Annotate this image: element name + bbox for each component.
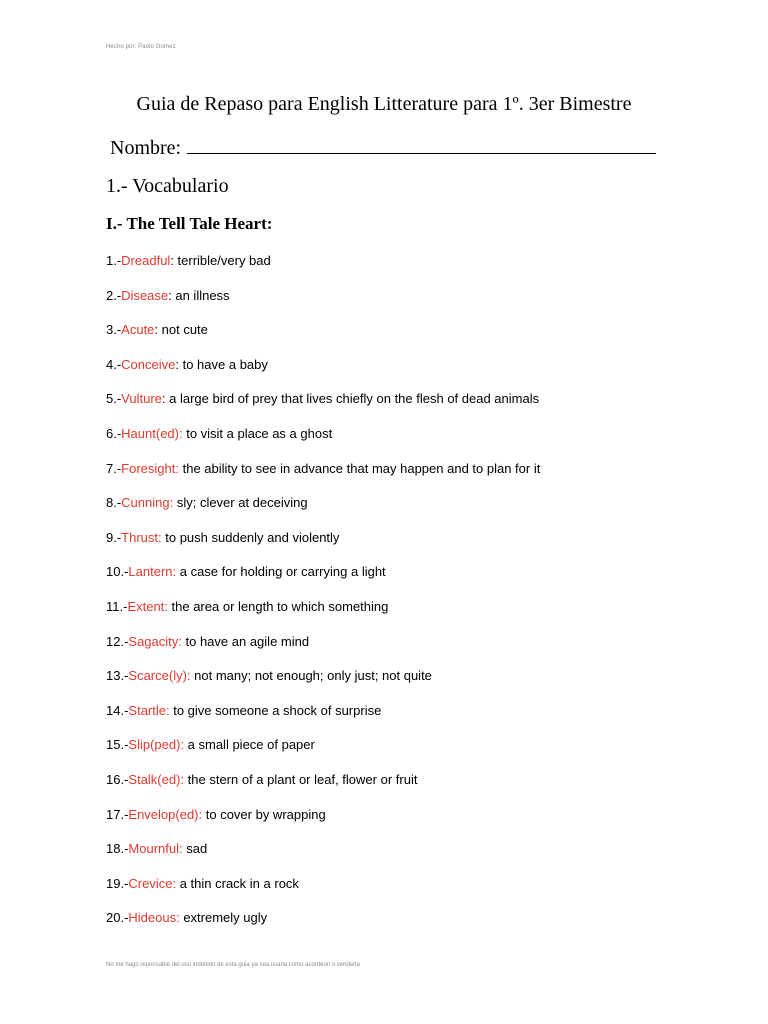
vocab-number: 15.- [106, 737, 129, 753]
vocab-definition: sad [182, 841, 208, 857]
vocab-number: 2.- [106, 287, 122, 303]
vocab-number: 3.- [106, 322, 122, 338]
vocab-number: 9.- [106, 529, 122, 545]
footer-disclaimer: No me hago reponsable del uso indebido de esta guia ya sea usarla como acordeon o venderla [106, 962, 360, 968]
list-item [106, 633, 540, 668]
vocab-term: Cunning: [121, 495, 174, 511]
vocab-term: Acute [121, 322, 155, 338]
vocab-number: 12.- [106, 633, 129, 649]
vocab-term: Envelop(ed): [128, 806, 203, 822]
list-item [106, 875, 540, 910]
list-item [106, 321, 540, 356]
vocab-number: 4.- [106, 356, 122, 372]
vocab-number: 13.- [106, 668, 129, 684]
list-item [106, 563, 540, 598]
vocab-term: Thrust: [121, 529, 162, 545]
list-item [106, 736, 540, 771]
vocab-term: Startle: [128, 702, 170, 718]
list-item [106, 598, 540, 633]
vocab-definition: to visit a place as a ghost [182, 425, 333, 441]
vocab-definition: : an illness [168, 287, 230, 303]
vocab-term: Haunt(ed): [121, 425, 183, 441]
list-item [106, 840, 540, 875]
vocab-number: 1.- [106, 253, 122, 268]
vocab-definition: : terrible/very bad [170, 253, 271, 268]
name-blank-line [187, 135, 656, 154]
vocab-number: 14.- [106, 702, 129, 718]
list-item [106, 252, 540, 287]
vocab-definition: a thin crack in a rock [176, 875, 299, 891]
vocab-definition: to cover by wrapping [202, 806, 326, 822]
vocab-term: Lantern: [128, 564, 177, 580]
vocab-number: 10.- [106, 564, 129, 580]
vocab-number: 11.- [106, 598, 128, 614]
vocab-definition: not many; not enough; only just; not quite [190, 668, 432, 684]
vocab-number: 20.- [106, 910, 129, 926]
name-field-line [110, 135, 656, 160]
vocab-number: 18.- [106, 841, 129, 857]
vocab-definition: to give someone a shock of surprise [169, 702, 382, 718]
vocab-definition: : not cute [154, 322, 208, 338]
vocab-definition: sly; clever at deceiving [173, 495, 308, 511]
vocab-number: 7.- [106, 460, 122, 476]
list-item [106, 425, 540, 460]
author-note: Hecho por: Paolo Gomez [106, 44, 176, 50]
vocab-term: Disease [121, 287, 169, 303]
list-item [106, 529, 540, 564]
vocab-term: Slip(ped): [128, 737, 185, 753]
list-item [106, 356, 540, 391]
vocab-number: 17.- [106, 806, 129, 822]
list-item [106, 667, 540, 702]
vocab-term: Stalk(ed): [128, 771, 185, 787]
vocab-definition: the area or length to which something [167, 598, 389, 614]
list-item [106, 460, 540, 495]
sub-heading: I.- The Tell Tale Heart: [106, 214, 273, 233]
vocab-definition: : a large bird of prey that lives chiefly on the flesh of dead animals [161, 391, 540, 407]
vocab-term: Crevice: [128, 875, 177, 891]
vocab-number: 5.- [106, 391, 122, 407]
list-item [106, 390, 540, 425]
vocab-term: Sagacity: [128, 633, 182, 649]
vocab-term: Mournful: [128, 841, 183, 857]
vocab-term: Conceive [121, 356, 176, 372]
vocab-term: Hideous: [128, 910, 180, 926]
list-item [106, 806, 540, 841]
vocab-definition: a small piece of paper [184, 737, 315, 753]
vocab-definition: the ability to see in advance that may happen and to plan for it [178, 460, 541, 476]
page-title: Guia de Repaso para English Litterature para 1º. 3er Bimestre [136, 93, 632, 115]
vocab-list [106, 252, 540, 944]
vocab-definition: a case for holding or carrying a light [176, 564, 386, 580]
vocab-term: Foresight: [121, 460, 179, 476]
vocab-number: 6.- [106, 425, 122, 441]
vocab-number: 19.- [106, 875, 129, 891]
list-item [106, 909, 540, 944]
vocab-definition: : to have a baby [175, 356, 268, 372]
vocab-term: Vulture [121, 391, 162, 407]
vocab-term: Dreadful [121, 253, 171, 268]
name-label: Nombre: [110, 137, 182, 159]
section-heading: 1.- Vocabulario [106, 175, 229, 197]
vocab-definition: to have an agile mind [181, 633, 310, 649]
vocab-number: 8.- [106, 495, 122, 511]
vocab-term: Scarce(ly): [128, 668, 191, 684]
list-item [106, 287, 540, 322]
vocab-definition: the stern of a plant or leaf, flower or fruit [184, 771, 418, 787]
vocab-definition: extremely ugly [179, 910, 268, 926]
vocab-definition: to push suddenly and violently [161, 529, 340, 545]
list-item [106, 702, 540, 737]
vocab-term: Extent: [127, 598, 168, 614]
vocab-number: 16.- [106, 771, 129, 787]
list-item [106, 494, 540, 529]
list-item [106, 771, 540, 806]
